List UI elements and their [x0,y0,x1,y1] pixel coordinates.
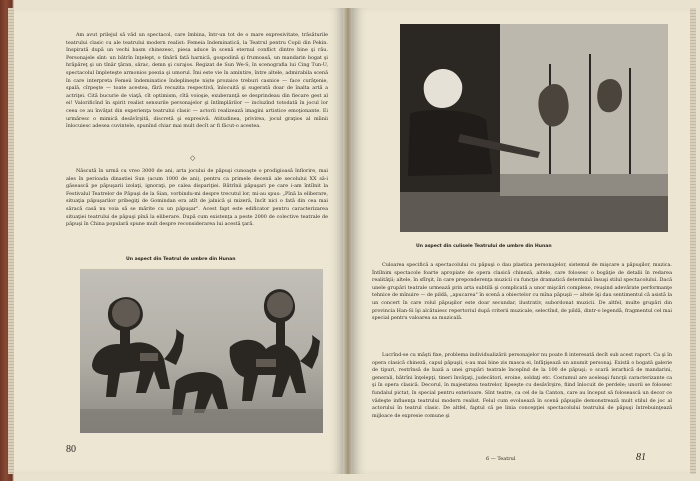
shadow-puppets-illustration [80,269,323,433]
section-separator: ◇ [190,154,196,162]
right-paragraph-2: Lucrînd-se cu măşti fixe, problema individualizării personajelor nu poate fi interesată decît sub acest raport. Ca şi în opera clasică chineză, capul păpuşii, s-au mai bine zis masca ei, înfăţişează un anumit personaj. Există o bogată galerie de tipuri, restrînsă de bază a unei grupări teatrale începînd de la 100 de păpuşi; o scară ierarhică de mandarini, generali, bătrîni înţelepţi, tineri învăţaţi, judecători, eroine, soldaţi etc. Costumul are aceleaşi funcţii caracterizante ca şi în opera clasică. Decorul, în majestatea teatrelor, lipseşte cu desăvîrşire, fiind înlocuit de perdele; unorii se folosesc fundalul pictat, în special pentru exterioare. Sînt teatre, ca cel de la Canton, care au început să folosească un decor ce vădeşte influenţa teatrului modern realist. Felul cum evoluează în scenă păpuşile demonstrează mult stilul de joc al actorului în teatrul clasic. De altfel, faptul că pe linia concepţiei spectacolului teatrului de păpuşi întrebuinţează mijloace de expresie comune şi [372,352,672,419]
left-paragraph-1: Am avut prilejul să văd un spectacol, care îmbina, într-un tot de o mare expresivitate, trăsăturile teatrului clasic cu ale teatrului modern realist: Femeia îndeminatică, la Teatrul pentru Copii din Pekin. Inspirată după un vechi basm chinezesc, piesa aduce în scenă eternul conflict dintre bine şi rău. Personajele sînt: un bătrîn înţelept, o tînără fată harnică, gospodină şi frumoasă, un mandarin bogat şi hrăpăreţ şi un tînăr ţăran, sărac, demn şi curajos. Regizat de Sun We-S, în scenografia lui Cing Tun-U, spectacolul împleteşte armonios poezia şi umorul. Îmi este vie în amintire, între altele, admirabila scenă în care interpreta Femeii îndeminatice îndeplineşte niște prozaice treburi casnice — face curăţenie, spală, cîrpeşte — toate acestea, fără recuzita respectivă, înlocuită şi sugerată doar de înalta artă a actriţei. Cită bucurie de viaţă, cît optimism, cîtă voioşie, exuberanţă se desprindeau din fiecare gest al ei! Valorificînd în spirit realist sensurile personajelor şi întîmplărilor — incluzînd totodată în jocul lor ceea ce au învăţat din experienţa teatrului clasic — actorii realizează imagini artistice emoţionante. Ei urmăresc o mimică desăvîrşită, discretă şi expresivă. Atitudinea, privirea, jocul graţios al mîinii înlocuiesc adesea cuvintele, spunînd chiar mai mult decît ar fi făcut-o acestea. [66,32,328,130]
backstage-illustration [400,24,668,232]
right-page [352,8,692,474]
right-page-number: 81 [636,452,646,463]
left-photo-caption: Un aspect din Teatrul de umbre din Hunan [126,257,236,262]
right-paragraph-1: Culoarea specifică a spectacolului cu păpuşi o dau plastica personajelor, sistemul de mişcare a păpuşilor, muzica. Întîlnim spectacole foarte apropiate de opera clasică chineză, altele, care folosesc o bogăţie de detalii în redarea realităţii; altele, în sfîrşit, în care preponderenţa muzicii cu funcţie dramatică determină însuşi stilul spectacolului. Dacă unele grupări teatrale urmează prin arta subtilă şi complicată a unor mişcări complexe, reuşind adevărate performanţe tehnice de mînuire — de pildă, „apucarea" în scenă a obiectelor cu mîna păpuşii — altele îşi dau sentimentul că asistă la un concert în care rolul păpuşilor este doar secundar, ilustrativ, subordonat muzicii. De altfel, multe grupări din provincia Han-Si îşi alcătuiesc repertoriul după criterii muzicale, selectînd, de pildă, dintr-o legendă, fragmentul cel mai special pentru valoarea sa muzicală. [372,262,672,322]
left-page-number: 80 [66,444,76,455]
page-edges-right [690,8,696,474]
backstage-photo [400,24,668,232]
left-page [14,8,344,474]
right-photo-caption: Un aspect din culisele Teatrului de umbre din Hunan [416,244,552,249]
shadow-puppet-photo [80,269,323,433]
running-footer: 6 — Teatrul [486,456,516,462]
left-paragraph-2: Născută în urmă cu vreo 3000 de ani, arta jocului de păpuşi cunoaşte o prodigioasă înflorire, mai ales în perioada dinastiei Sun (acum 1000 de ani), pentru ca primele decenii ale secolului XX să-i găsească pe păpuşarii izolaţi, ignoraţi, pe calea dispariţiei. Bătrînii păpuşari pe care i-am întîlnit la Festivalul Teatrelor de Păpuşi de la Sian, vorbindu-mi despre trecutul lor, mi-au spus: „Pînă la eliberare, situaţia păpuşarilor pribegiţi de Gomindan era atît de jalnică şi mizeră, încît nici o fată din cea mai săracă casă nu voia să se mărite cu un păpuşar". Acest fapt este edificator pentru caracterizarea situaţiei teatrului de păpuşi pînă la eliberare. După cum existenţa a peste 2000 de colective teatrale de păpuşi în China populară spune mult despre reconsiderarea lui acestă ţară. [66,168,328,228]
